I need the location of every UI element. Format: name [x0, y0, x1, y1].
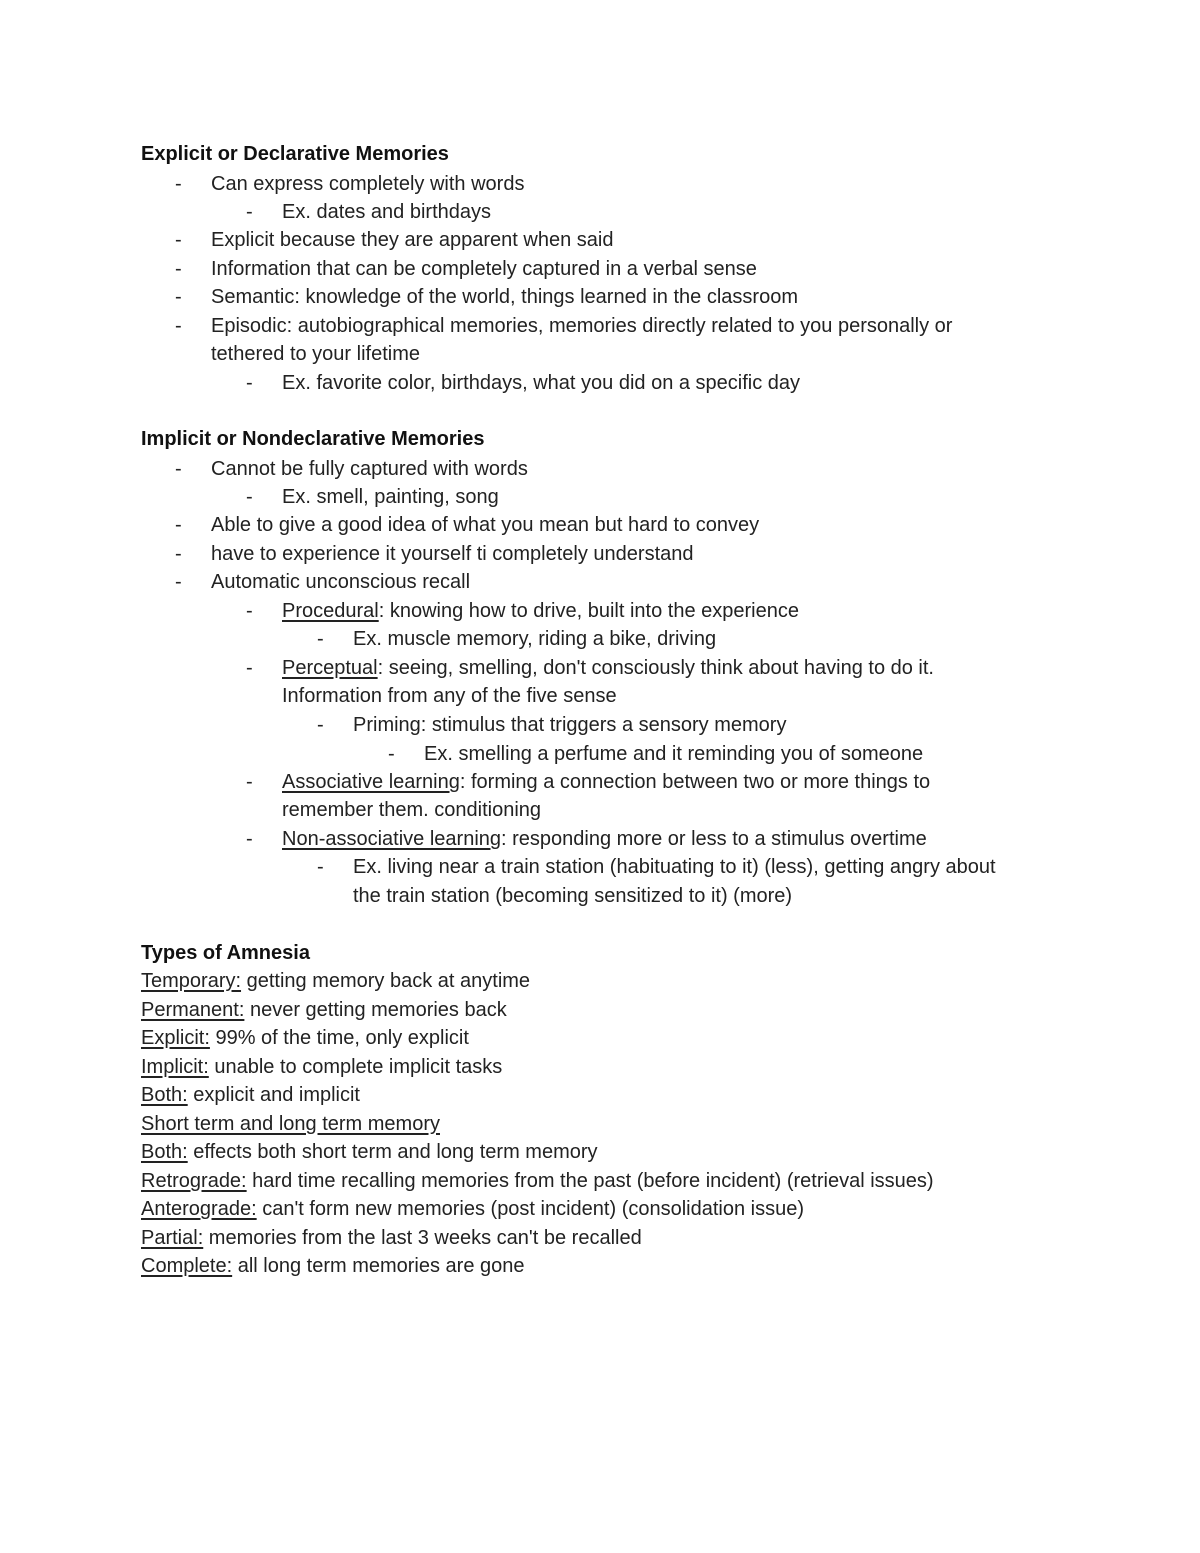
section-title-explicit: Explicit or Declarative Memories — [141, 143, 449, 165]
definition-text: : forming a connection between two or more things to — [459, 771, 931, 793]
bullet-dash: - — [317, 628, 324, 650]
bullet-dash: - — [246, 771, 253, 793]
term-associative-learning: Associative learning — [282, 771, 460, 793]
bullet-dash: - — [175, 543, 182, 565]
amnesia-text: memories from the last 3 weeks can't be recalled — [203, 1227, 642, 1249]
amnesia-entry — [141, 1053, 502, 1082]
list-item: Ex. living near a train station (habituating to it) (less), getting angry about — [353, 856, 996, 878]
amnesia-entry — [141, 1167, 934, 1196]
list-item: Ex. dates and birthdays — [282, 201, 492, 223]
bullet-dash: - — [246, 486, 253, 508]
term-procedural: Procedural — [282, 600, 379, 622]
bullet-dash: - — [175, 458, 182, 480]
bullet-dash: - — [175, 571, 182, 593]
list-item: Can express completely with words — [211, 173, 525, 195]
amnesia-term: Both: — [141, 1141, 188, 1163]
amnesia-text: hard time recalling memories from the past (before incident) (retrieval issues) — [246, 1170, 934, 1192]
amnesia-term: Short term and long term memory — [141, 1113, 440, 1135]
bullet-dash: - — [175, 514, 182, 536]
definition-text: : responding more or less to a stimulus overtime — [501, 828, 927, 850]
amnesia-text: never getting memories back — [244, 999, 507, 1021]
bullet-dash: - — [246, 372, 253, 394]
section-title-amnesia: Types of Amnesia — [141, 942, 310, 964]
amnesia-term: Retrograde: — [141, 1170, 247, 1192]
bullet-dash: - — [175, 173, 182, 195]
list-item: Episodic: autobiographical memories, memories directly related to you personally or — [211, 315, 953, 337]
definition-text: : knowing how to drive, built into the experience — [378, 600, 799, 622]
bullet-dash: - — [175, 229, 182, 251]
term-perceptual: Perceptual — [282, 657, 378, 679]
amnesia-entry — [141, 996, 507, 1025]
bullet-dash: - — [246, 828, 253, 850]
amnesia-entry — [141, 1252, 525, 1281]
list-item: Automatic unconscious recall — [211, 571, 471, 593]
amnesia-term: Both: — [141, 1084, 188, 1106]
bullet-dash: - — [246, 600, 253, 622]
list-item: Cannot be fully captured with words — [211, 458, 528, 480]
section-title-implicit: Implicit or Nondeclarative Memories — [141, 428, 485, 450]
amnesia-term: Explicit: — [141, 1027, 210, 1049]
list-item-continuation: Information from any of the five sense — [282, 685, 617, 707]
list-item: Information that can be completely captured in a verbal sense — [211, 258, 757, 280]
list-item: Explicit because they are apparent when said — [211, 229, 614, 251]
list-item-continuation: the train station (becoming sensitized to it) (more) — [353, 885, 793, 907]
bullet-dash: - — [175, 315, 182, 337]
amnesia-entry — [141, 967, 530, 996]
amnesia-text: effects both short term and long term memory — [187, 1141, 598, 1163]
amnesia-entry — [141, 1195, 804, 1224]
amnesia-term: Complete: — [141, 1255, 233, 1277]
list-item-procedural — [282, 597, 799, 626]
amnesia-entry — [141, 1110, 440, 1139]
list-item: Ex. smell, painting, song — [282, 486, 499, 508]
bullet-dash: - — [317, 714, 324, 736]
amnesia-text: getting memory back at anytime — [241, 970, 531, 992]
amnesia-text: all long term memories are gone — [232, 1255, 525, 1277]
amnesia-entry — [141, 1224, 642, 1253]
bullet-dash: - — [175, 286, 182, 308]
amnesia-text: unable to complete implicit tasks — [208, 1056, 503, 1078]
amnesia-entry — [141, 1138, 598, 1167]
bullet-dash: - — [317, 856, 324, 878]
amnesia-term: Permanent: — [141, 999, 245, 1021]
list-item: Ex. favorite color, birthdays, what you did on a specific day — [282, 372, 801, 394]
list-item-associative — [282, 768, 930, 797]
bullet-dash: - — [246, 201, 253, 223]
list-item: Priming: stimulus that triggers a sensory memory — [353, 714, 787, 736]
list-item: Ex. smelling a perfume and it reminding you of someone — [424, 743, 924, 765]
bullet-dash: - — [388, 743, 395, 765]
amnesia-text: explicit and implicit — [187, 1084, 360, 1106]
bullet-dash: - — [246, 657, 253, 679]
list-item: Ex. muscle memory, riding a bike, driving — [353, 628, 717, 650]
list-item-continuation: tethered to your lifetime — [211, 343, 420, 365]
amnesia-term: Implicit: — [141, 1056, 209, 1078]
amnesia-term: Anterograde: — [141, 1198, 257, 1220]
term-non-associative-learning: Non-associative learning — [282, 828, 502, 850]
amnesia-text: can't form new memories (post incident) (consolidation issue) — [256, 1198, 805, 1220]
list-item-non-associative — [282, 825, 927, 854]
list-item-continuation: remember them. conditioning — [282, 799, 542, 821]
amnesia-text: 99% of the time, only explicit — [209, 1027, 469, 1049]
list-item-perceptual — [282, 654, 934, 683]
amnesia-term: Temporary: — [141, 970, 242, 992]
list-item: have to experience it yourself ti completely understand — [211, 543, 694, 565]
amnesia-entry — [141, 1081, 360, 1110]
definition-text: : seeing, smelling, don't consciously think about having to do it. — [377, 657, 934, 679]
amnesia-term: Partial: — [141, 1227, 204, 1249]
list-item: Able to give a good idea of what you mean but hard to convey — [211, 514, 760, 536]
amnesia-entry — [141, 1024, 469, 1053]
list-item: Semantic: knowledge of the world, things learned in the classroom — [211, 286, 798, 308]
bullet-dash: - — [175, 258, 182, 280]
